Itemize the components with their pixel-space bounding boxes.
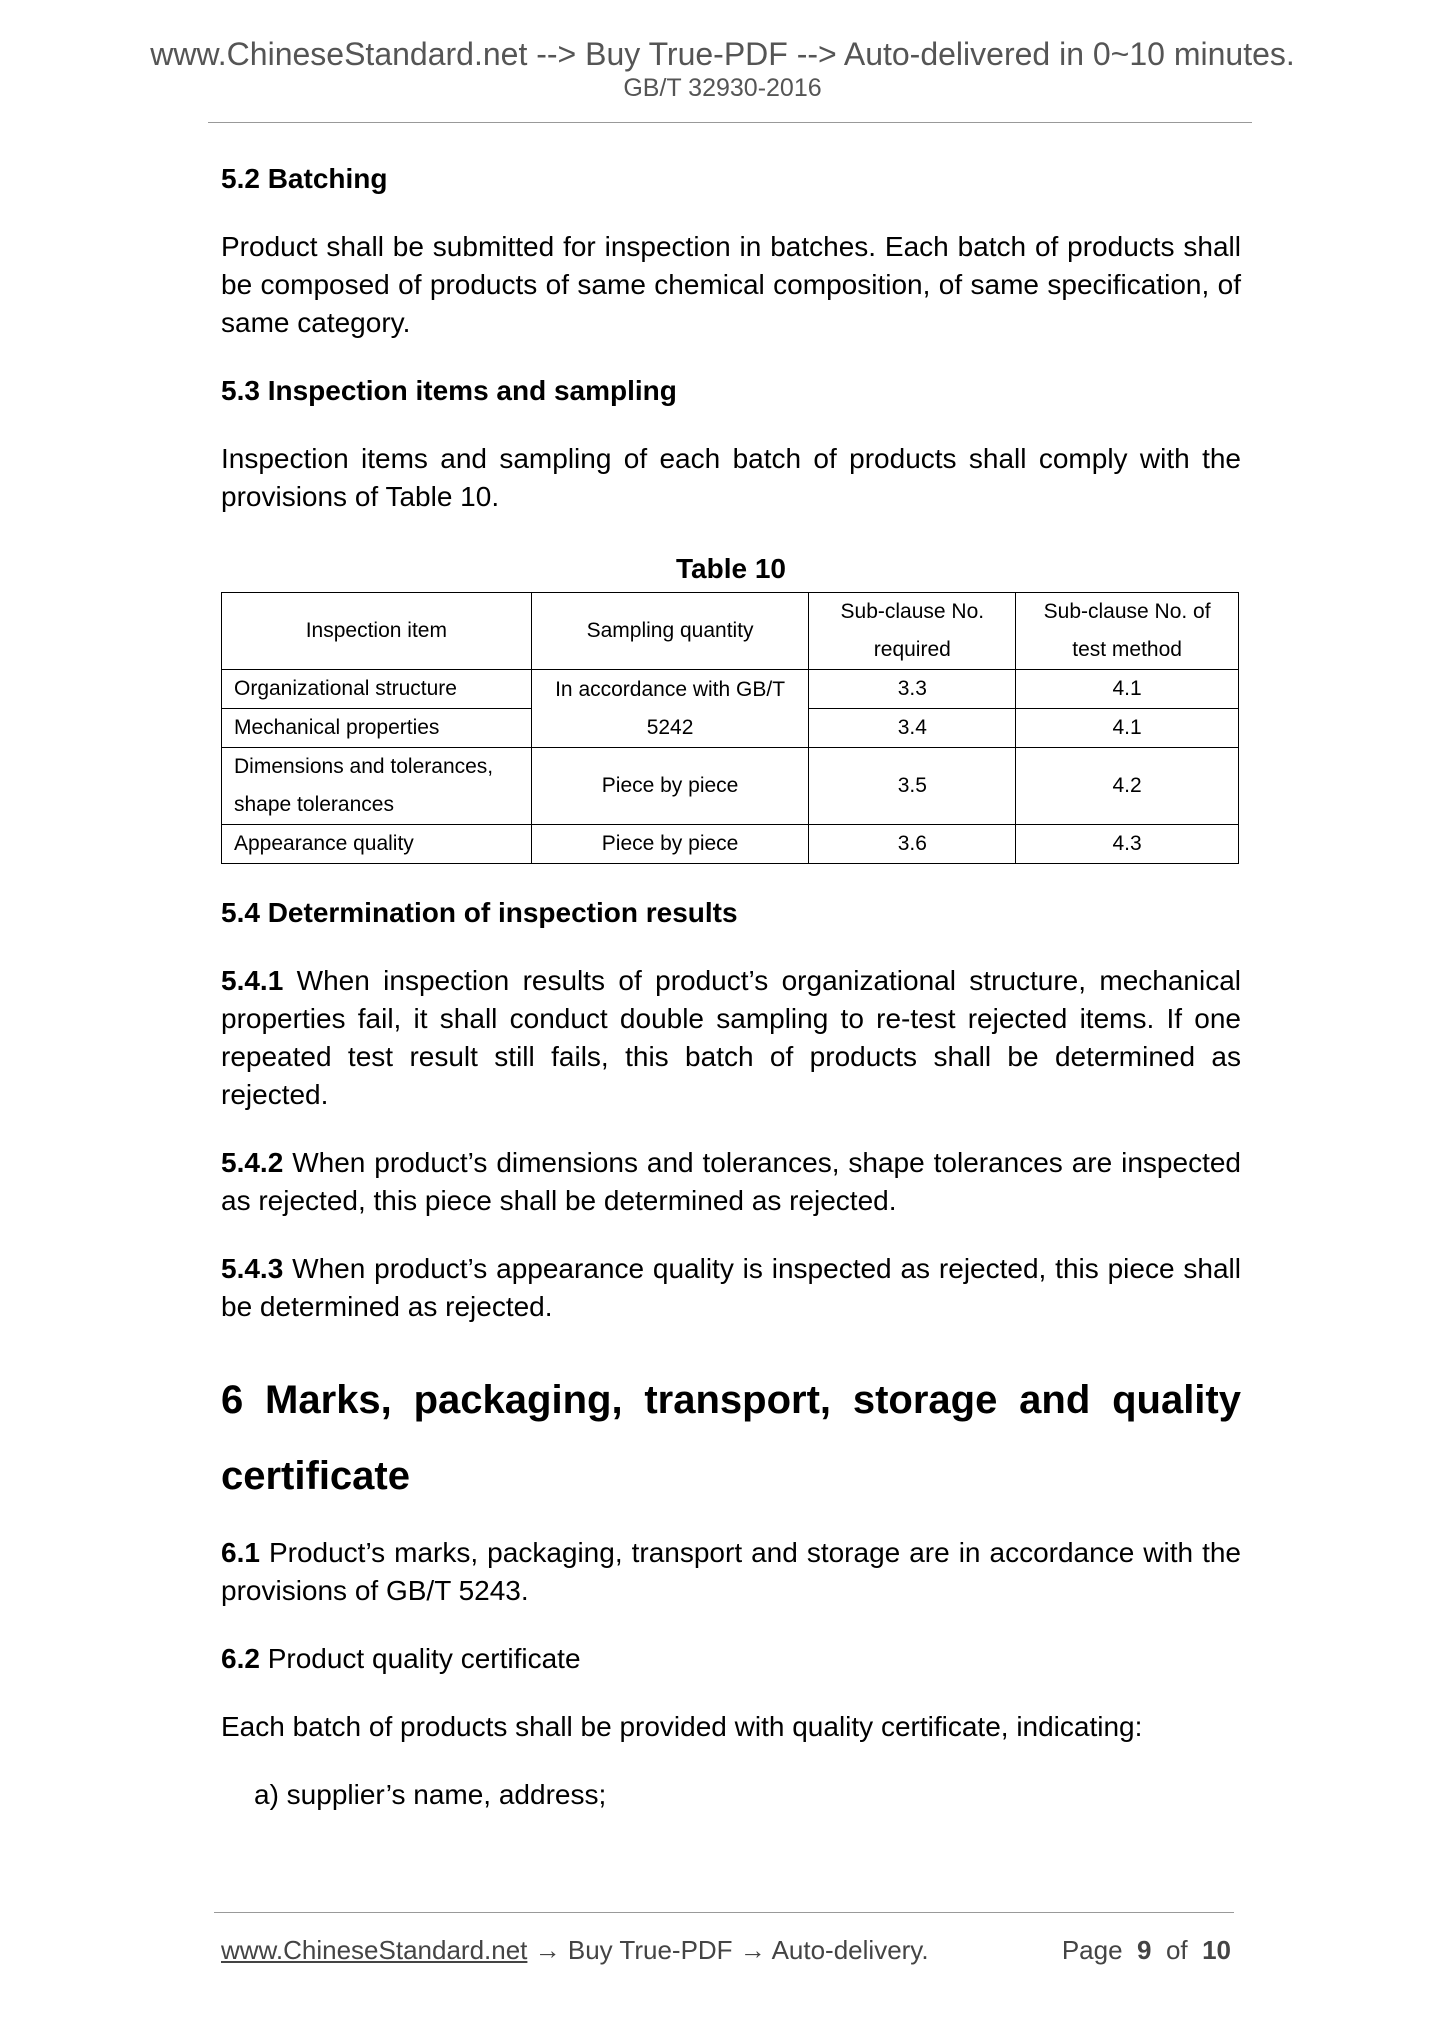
table-row: [222, 748, 1239, 825]
header-inspection-item: Inspection item: [222, 593, 532, 670]
table-10-title: Table 10: [676, 553, 786, 584]
table-10: [221, 592, 1239, 864]
table-cell-item: Appearance quality: [222, 825, 532, 864]
clause-5-4-2: [221, 1144, 1241, 1220]
section-6-heading-line1: 6 Marks, packaging, transport, storage and quality: [221, 1378, 1241, 1422]
clause-6-2-number: 6.2: [221, 1643, 260, 1674]
clause-6-1-text: Product’s marks, packaging, transport and storage are in accordance with the provisions of GB/T 5243.: [221, 1537, 1241, 1606]
section-5-2-body: Product shall be submitted for inspection in batches. Each batch of products shall be composed of products of same chemical composition, of same specification, of same category.: [221, 231, 1241, 338]
standard-code: GB/T 32930-2016: [623, 74, 822, 102]
table-header-row: [222, 593, 1239, 670]
clause-6-2: [221, 1640, 1241, 1678]
clause-6-2-text: Product quality certificate: [259, 1643, 581, 1674]
table-row: [222, 670, 1239, 709]
page-label: Page: [1061, 1935, 1123, 1965]
header-subclause-test-method: Sub-clause No. of test method: [1016, 593, 1239, 670]
list-item-a: a) supplier’s name, address;: [254, 1779, 607, 1810]
table-cell-required: 3.5: [809, 748, 1016, 825]
document-body: [221, 160, 1241, 1814]
table-cell-required: 3.4: [809, 709, 1016, 748]
clause-5-4-3-number: 5.4.3: [221, 1253, 284, 1284]
footer: [221, 1933, 1231, 1967]
footer-website-link[interactable]: www.ChineseStandard.net: [221, 1935, 528, 1965]
clause-5-4-1: [221, 962, 1241, 1114]
clause-5-4-3: [221, 1250, 1241, 1326]
page-number: 9: [1137, 1935, 1152, 1965]
table-cell-method: 4.3: [1016, 825, 1239, 864]
table-cell-sampling: In accordance with GB/T 5242: [531, 670, 809, 748]
table-cell-sampling: Piece by piece: [531, 748, 809, 825]
table-cell-item: Mechanical properties: [222, 709, 532, 748]
section-5-2-heading: 5.2 Batching: [221, 163, 388, 194]
table-cell-method: 4.1: [1016, 709, 1239, 748]
table-cell-method: 4.1: [1016, 670, 1239, 709]
table-cell-sampling: Piece by piece: [531, 825, 809, 864]
section-5-3-body: Inspection items and sampling of each batch of products shall comply with the provisions of Table 10.: [221, 443, 1241, 512]
table-cell-required: 3.6: [809, 825, 1016, 864]
section-5-3-heading: 5.3 Inspection items and sampling: [221, 375, 677, 406]
page-indicator: [1062, 1933, 1231, 1967]
clause-6-1-number: 6.1: [221, 1537, 260, 1568]
table-cell-item: Dimensions and tolerances, shape tolerances: [222, 748, 532, 825]
section-6-heading-line2: certificate: [221, 1454, 410, 1498]
clause-5-4-2-text: When product’s dimensions and tolerances, shape tolerances are inspected as rejected, this piece shall be determined as rejected.: [221, 1147, 1241, 1216]
header-subclause-required: Sub-clause No. required: [809, 593, 1016, 670]
clause-5-4-1-text: When inspection results of product’s organizational structure, mechanical properties fail, it shall conduct double sampling to re-test rejected items. If one repeated test result still fails, this batch of products shall be determined as rejected.: [221, 965, 1241, 1110]
footer-tagline: → Buy True-PDF → Auto-delivery.: [527, 1935, 929, 1965]
table-cell-required: 3.3: [809, 670, 1016, 709]
table-cell-item: Organizational structure: [222, 670, 532, 709]
clause-5-4-3-text: When product’s appearance quality is inspected as rejected, this piece shall be determined as rejected.: [221, 1253, 1241, 1322]
footer-divider: [214, 1912, 1234, 1913]
header-divider: [208, 122, 1252, 123]
table-cell-method: 4.2: [1016, 748, 1239, 825]
clause-5-4-2-number: 5.4.2: [221, 1147, 284, 1178]
of-label: of: [1165, 1935, 1188, 1965]
clause-5-4-1-number: 5.4.1: [221, 965, 284, 996]
clause-6-1: [221, 1534, 1241, 1610]
table-row: [222, 825, 1239, 864]
header-banner: www.ChineseStandard.net --> Buy True-PDF --> Auto-delivered in 0~10 minutes.: [150, 36, 1295, 72]
clause-6-2-body: Each batch of products shall be provided with quality certificate, indicating:: [221, 1711, 1143, 1742]
section-5-4-heading: 5.4 Determination of inspection results: [221, 897, 738, 928]
header-sampling-quantity: Sampling quantity: [531, 593, 809, 670]
page-total: 10: [1202, 1935, 1231, 1965]
